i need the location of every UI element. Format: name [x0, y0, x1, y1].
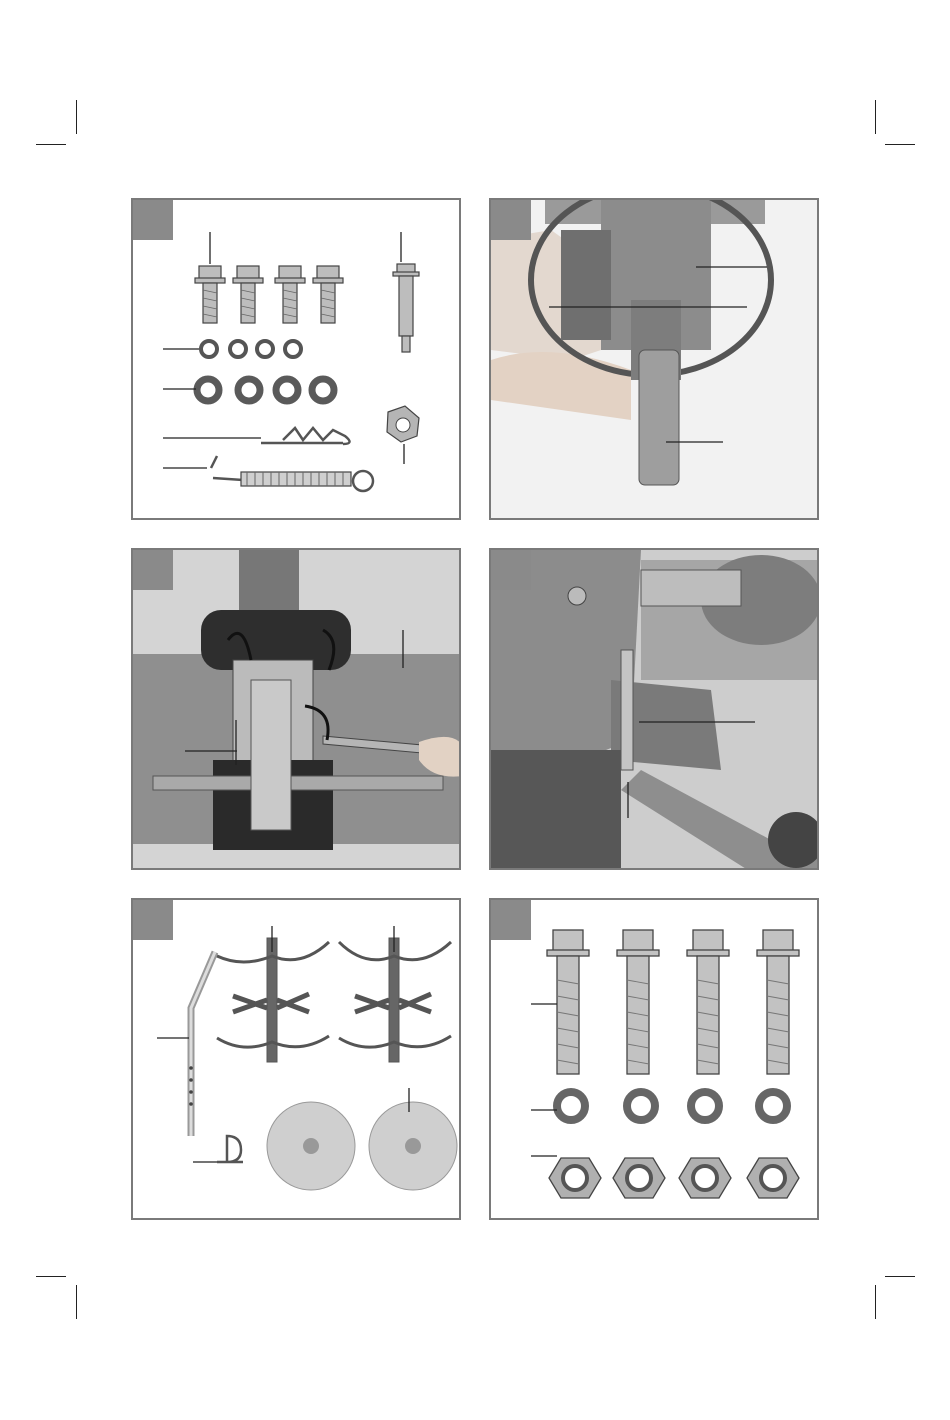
flange-bolts: [195, 266, 343, 323]
figure-5-illustration: [133, 900, 461, 1220]
figure-number-tab: [133, 200, 173, 240]
crop-mark-br-h: [885, 1276, 915, 1277]
figure-6-panel: [489, 898, 819, 1220]
figure-2-panel: [489, 198, 819, 520]
figure-1-illustration: [133, 200, 461, 520]
spring-washers: [201, 341, 301, 357]
long-bolt: [757, 930, 799, 1074]
lock-nut: [387, 406, 419, 442]
long-bolt: [687, 930, 729, 1074]
tine-assembly: [339, 938, 451, 1062]
figure-3-photo: [133, 550, 461, 870]
long-bolt: [547, 930, 589, 1074]
figure-number-tab: [491, 550, 531, 590]
crop-mark-br-v: [875, 1285, 876, 1319]
callout-lines: [531, 1004, 557, 1156]
figure-1-panel: [131, 198, 461, 520]
figure-number-tab: [491, 900, 531, 940]
figure-number-tab: [491, 200, 531, 240]
flat-washers: [197, 379, 334, 401]
figure-number-tab: [133, 550, 173, 590]
shoulder-bolt: [393, 264, 419, 352]
crop-mark-tr-h: [885, 144, 915, 145]
figure-5-panel: [131, 898, 461, 1220]
crop-mark-tr-v: [875, 100, 876, 134]
long-bolt: [617, 930, 659, 1074]
flange-bolt: [275, 266, 305, 323]
crop-mark-bl-v: [76, 1285, 77, 1319]
flange-bolt: [313, 266, 343, 323]
washers: [557, 1092, 787, 1120]
figure-6-illustration: [491, 900, 819, 1220]
lock-nuts: [549, 1158, 799, 1198]
crop-mark-bl-h: [36, 1276, 66, 1277]
hairpin-clip: [261, 428, 350, 444]
tine-assembly: [217, 938, 329, 1062]
crop-mark-tl-v: [76, 100, 77, 134]
figure-number-tab: [133, 900, 173, 940]
figure-3-panel: [131, 548, 461, 870]
figure-2-photo: [491, 200, 819, 520]
flange-bolt: [195, 266, 225, 323]
flange-bolt: [233, 266, 263, 323]
long-bolts: [547, 930, 799, 1074]
figure-4-panel: [489, 548, 819, 870]
crop-mark-tl-h: [36, 144, 66, 145]
linch-pin: [217, 1136, 243, 1162]
figure-4-photo: [491, 550, 819, 870]
tension-spring: [211, 456, 373, 491]
